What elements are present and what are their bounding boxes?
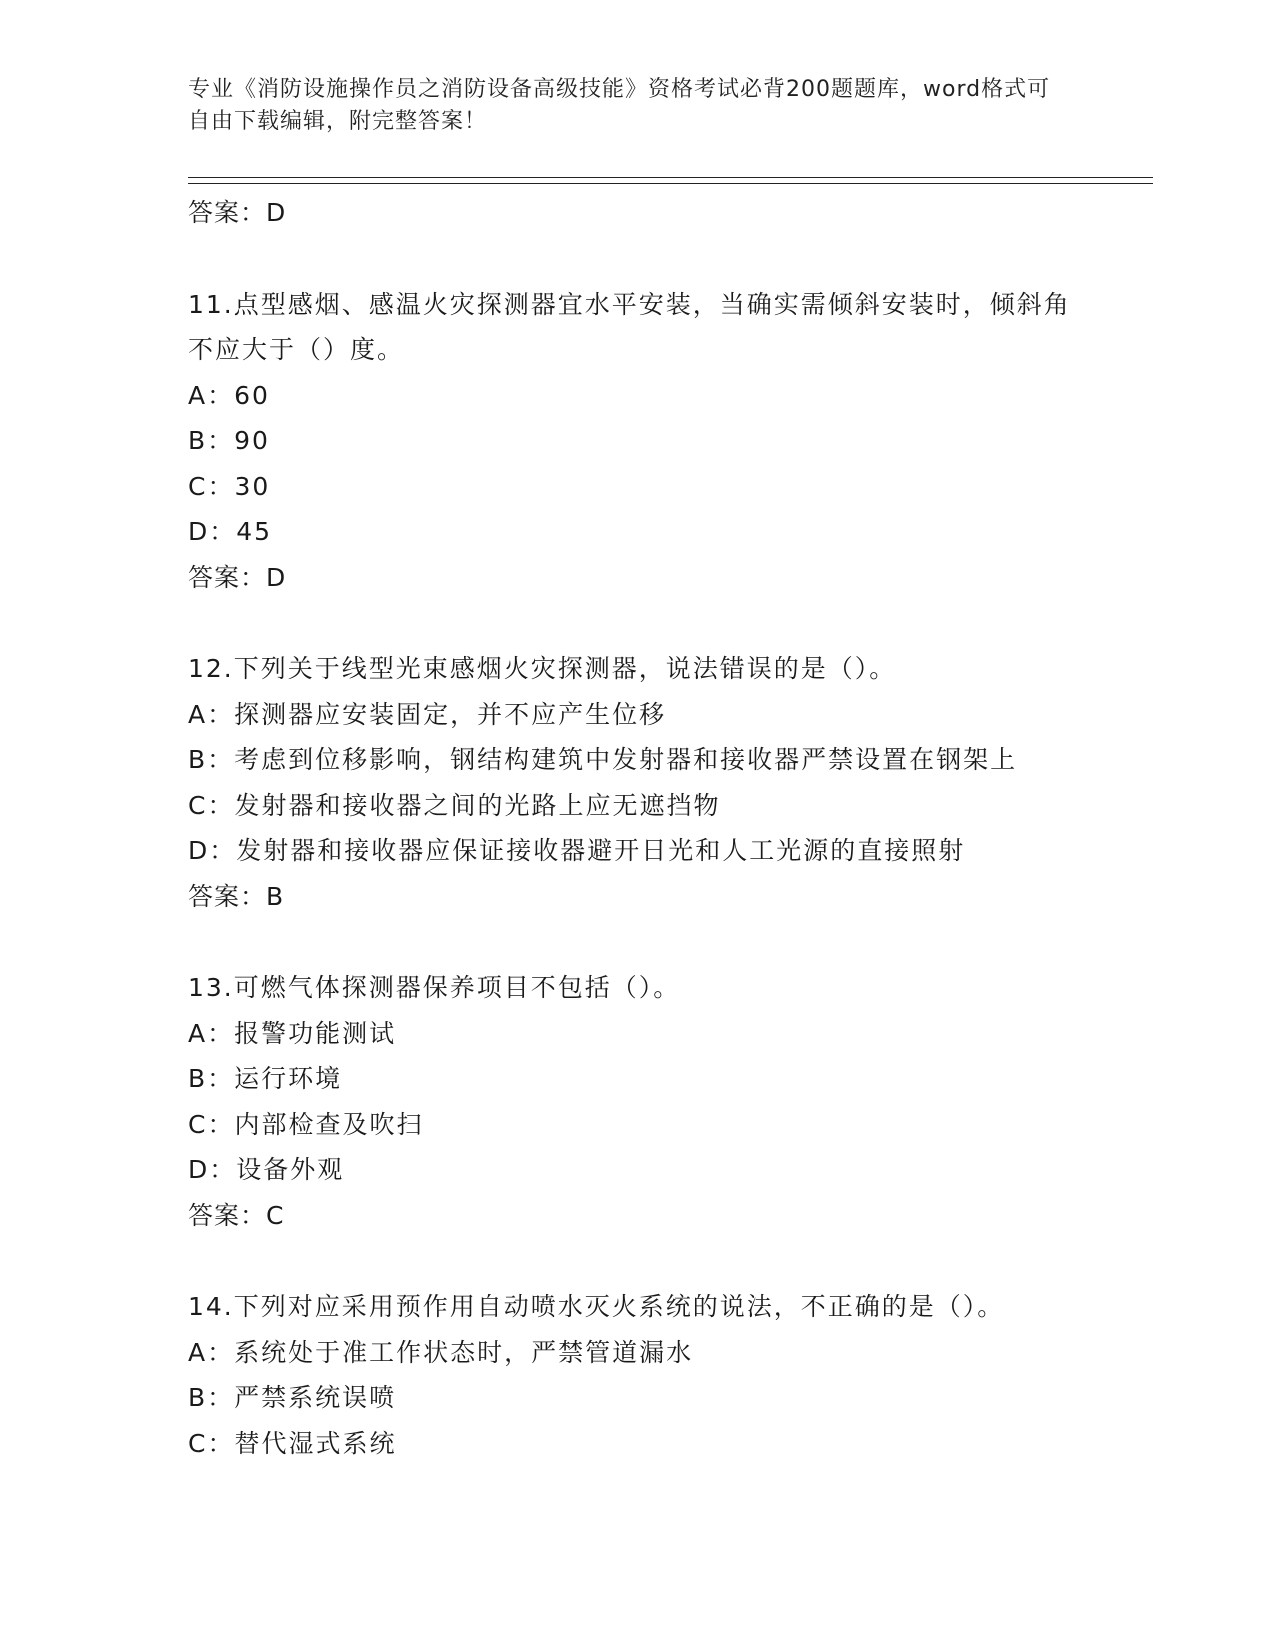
question-stem: 13.可燃气体探测器保养项目不包括（）。 (188, 973, 681, 1002)
question-stem: 14.下列对应采用预作用自动喷水灭火系统的说法，不正确的是（）。 (188, 1292, 1005, 1321)
option-d: D：45 (188, 517, 273, 546)
option-b: B：严禁系统误喷 (188, 1383, 397, 1412)
question-block (188, 1284, 1088, 1466)
header-divider-top (188, 177, 1153, 178)
answer: 答案：B (188, 881, 285, 911)
option-c: C：发射器和接收器之间的光路上应无遮挡物 (188, 790, 721, 820)
question-block (188, 965, 1088, 1238)
option-a: A：报警功能测试 (188, 1018, 397, 1048)
question-stem: 11.点型感烟、感温火灾探测器宜水平安装，当确实需倾斜安装时，倾斜角不应大于（）度。 (188, 289, 1071, 364)
option-d: D：设备外观 (188, 1155, 345, 1184)
option-c: C：替代湿式系统 (188, 1428, 397, 1458)
option-c: C：内部检查及吹扫 (188, 1109, 424, 1139)
option-b: B：运行环境 (188, 1064, 343, 1093)
option-c: C：30 (188, 471, 271, 501)
question-block (188, 282, 1088, 601)
question-block (188, 646, 1088, 919)
option-a: A：系统处于准工作状态时，严禁管道漏水 (188, 1337, 694, 1367)
option-b: B：考虑到位移影响，钢结构建筑中发射器和接收器严禁设置在钢架上 (188, 745, 1018, 774)
option-a: A：60 (188, 380, 270, 410)
question-list (188, 190, 1088, 1466)
answer: 答案：C (188, 1200, 285, 1230)
option-d: D：发射器和接收器应保证接收器避开日光和人工光源的直接照射 (188, 836, 966, 865)
answer: 答案：D (188, 562, 287, 592)
option-a: A：探测器应安装固定，并不应产生位移 (188, 699, 667, 729)
previous-answer: 答案：D (188, 198, 287, 227)
document-header: 专业《消防设施操作员之消防设备高级技能》资格考试必背200题题库，word格式可自由下载编辑，附完整答案！ (188, 77, 1051, 134)
header-divider-bottom (188, 183, 1153, 184)
question-stem: 12.下列关于线型光束感烟火灾探测器，说法错误的是（）。 (188, 654, 897, 683)
option-b: B：90 (188, 426, 270, 455)
